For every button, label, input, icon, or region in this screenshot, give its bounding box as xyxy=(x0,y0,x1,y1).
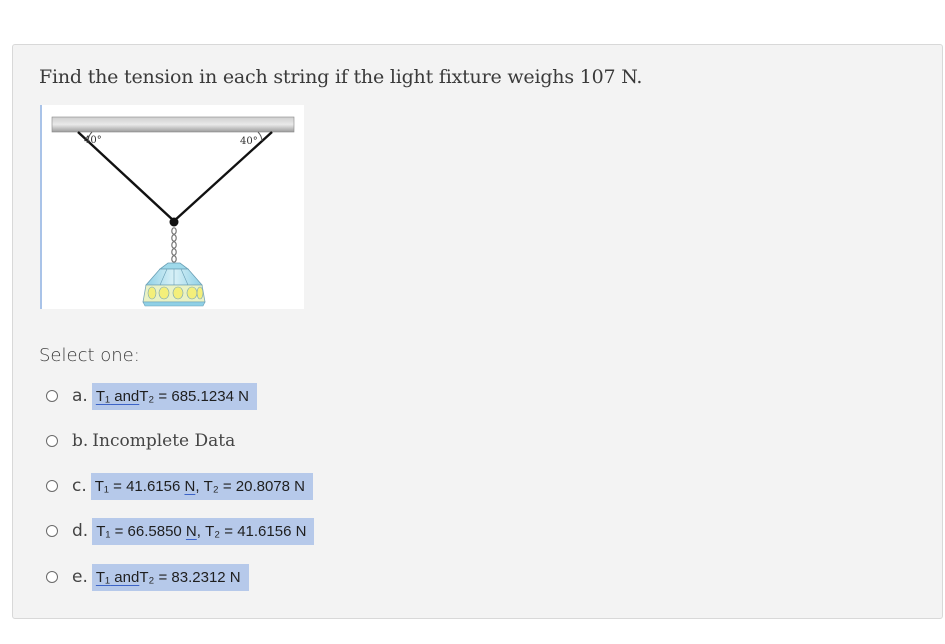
option-b[interactable] xyxy=(46,427,235,455)
right-angle-arc xyxy=(258,132,262,141)
option-c-t1: T₁ xyxy=(94,477,109,495)
option-a-t2-label: T₂ xyxy=(139,387,155,405)
option-a-answer[interactable] xyxy=(92,383,257,410)
option-a-t2-value: = 685.1234 N xyxy=(154,387,249,405)
option-d-t2-value: = 41.6156 N xyxy=(220,522,307,540)
select-one-label: Select one: xyxy=(39,345,140,366)
option-c-t2-label: T₂ xyxy=(203,477,219,495)
lamp-shade xyxy=(143,263,205,306)
ceiling-bar xyxy=(52,117,294,132)
option-e-t1: T₁ and xyxy=(95,568,140,586)
option-d-letter: d. xyxy=(72,521,89,541)
option-d-t2-label: T₂ xyxy=(205,522,221,540)
option-e-answer[interactable] xyxy=(92,564,249,591)
option-a-radio[interactable] xyxy=(46,390,58,402)
option-b-radio[interactable] xyxy=(46,435,58,447)
left-angle-label: 40° xyxy=(84,135,102,146)
option-a[interactable] xyxy=(46,382,257,410)
option-d-t1-unit: N xyxy=(185,522,197,540)
option-d-t1: T₁ xyxy=(96,522,111,540)
option-e-t2-value: = 83.2312 N xyxy=(154,568,241,586)
option-d-sep: , xyxy=(196,522,206,540)
option-c-letter: c. xyxy=(72,476,87,496)
option-c-sep: , xyxy=(195,477,204,495)
option-d-answer[interactable] xyxy=(92,518,314,545)
option-c-t1-value: = 41.6156 xyxy=(109,477,185,495)
question-card xyxy=(12,44,943,619)
option-e-letter: e. xyxy=(72,567,88,587)
option-d-t1-value: = 66.5850 xyxy=(110,522,186,540)
option-e-t2-label: T₂ xyxy=(139,568,155,586)
option-e-radio[interactable] xyxy=(46,571,58,583)
right-angle-label: 40° xyxy=(240,136,258,147)
knot xyxy=(170,218,179,227)
option-c-t1-unit: N xyxy=(184,477,196,495)
option-b-letter: b. xyxy=(72,431,89,451)
question-text: Find the tension in each string if the light fixture weighs 107 N. xyxy=(39,66,643,88)
option-a-letter: a. xyxy=(72,386,88,406)
option-e[interactable] xyxy=(46,563,249,591)
option-d-radio[interactable] xyxy=(46,525,58,537)
option-c-t2-value: = 20.8078 N xyxy=(218,477,305,495)
option-d[interactable] xyxy=(46,517,314,545)
chain xyxy=(172,228,176,262)
option-c-radio[interactable] xyxy=(46,480,58,492)
option-a-t1: T₁ and xyxy=(95,387,140,405)
light-fixture-figure xyxy=(40,105,304,309)
option-c[interactable] xyxy=(46,472,313,500)
light-fixture-diagram xyxy=(42,105,304,309)
option-b-text[interactable]: Incomplete Data xyxy=(92,431,236,451)
option-c-answer[interactable] xyxy=(91,473,313,500)
